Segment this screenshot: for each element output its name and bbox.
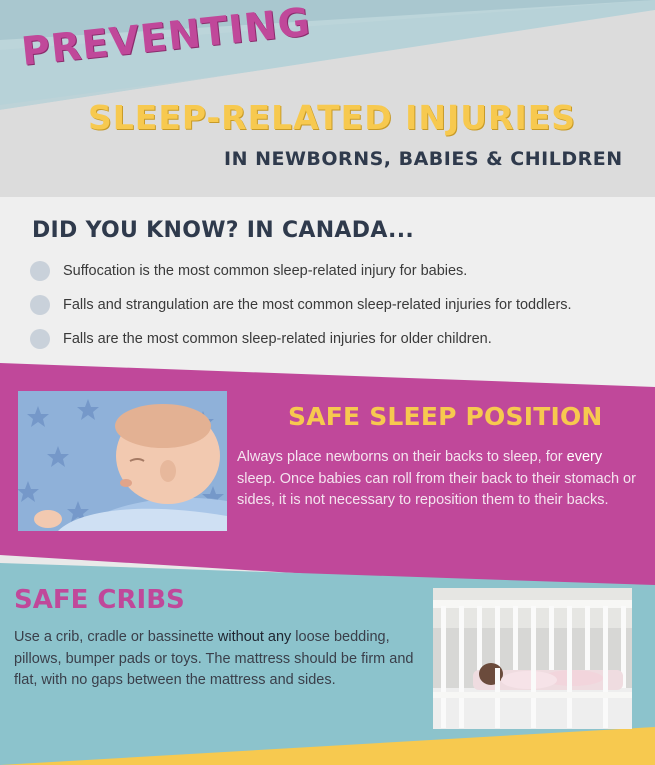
list-item	[30, 294, 650, 316]
safe-cribs-body	[14, 627, 414, 692]
list-item	[30, 260, 650, 282]
bullet-dot-icon	[30, 261, 50, 281]
bullet-dot-icon	[30, 329, 50, 349]
safe-sleep-emphasis: every	[566, 449, 603, 465]
subtitle: IN NEWBORNS, BABIES & CHILDREN	[224, 148, 623, 170]
safe-sleep-body	[237, 447, 637, 512]
bullet-dot-icon	[30, 295, 50, 315]
safe-sleep-text-1: Always place newborns on their backs to sleep, for	[237, 449, 567, 465]
safe-sleep-title: SAFE SLEEP POSITION	[288, 402, 603, 431]
sleeping-baby-photo	[18, 391, 227, 531]
safe-cribs-emphasis: without any	[217, 629, 292, 645]
safe-cribs-title: SAFE CRIBS	[14, 585, 185, 615]
fact-text: Falls and strangulation are the most common sleep-related injuries for toddlers.	[63, 297, 572, 313]
list-item	[30, 328, 650, 350]
title-preventing: PREVENTING	[19, 0, 313, 75]
safe-sleep-text-2: sleep. Once babies can roll from their back to their stomach or sides, it is not necessary to reposition them to their backs.	[237, 470, 636, 508]
safe-cribs-text-2: loose bedding, pillows, bumper pads or toys. The mattress should be firm and flat, with no gaps between the mattress and sides.	[14, 629, 414, 688]
title-sleep-related-injuries: SLEEP-RELATED INJURIES	[88, 98, 577, 137]
fact-text: Suffocation is the most common sleep-related injury for babies.	[63, 263, 468, 279]
did-you-know-title: DID YOU KNOW? IN CANADA...	[32, 218, 415, 243]
crib-photo	[433, 588, 632, 729]
fact-text: Falls are the most common sleep-related injuries for older children.	[63, 331, 492, 347]
safe-cribs-text-1: Use a crib, cradle or bassinette	[14, 629, 218, 645]
